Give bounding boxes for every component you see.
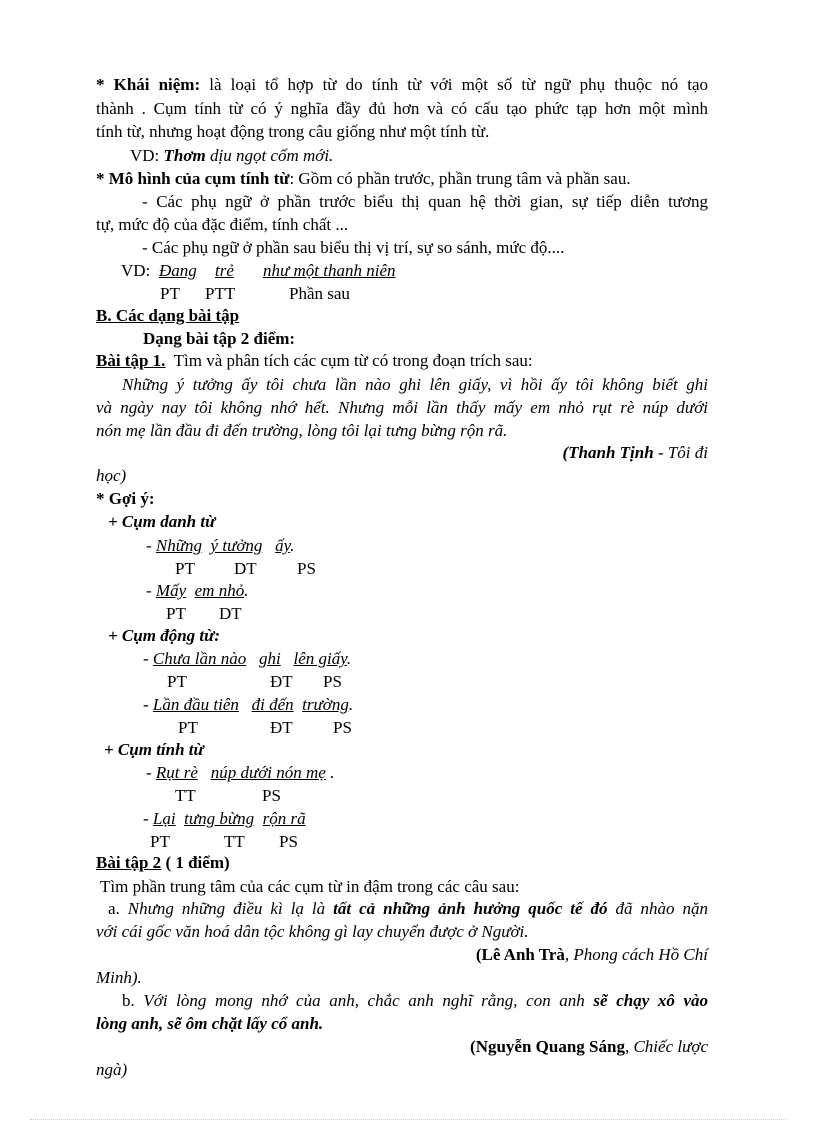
khai-niem-line-1: * Khái niệm: là loại tổ hợp từ do tính từ với một số từ ngữ phụ thuộc nó tạo: [96, 75, 708, 94]
dgt1-row: - Chưa lần nào ghi lên giấy.: [143, 649, 352, 668]
phu-ngu-truoc-2: tự, mức độ của đặc điểm, tính chất ...: [96, 215, 349, 234]
tt2-lbl-2: TT: [224, 832, 245, 851]
dt1-row: - Những ý tưởng ấy.: [146, 536, 295, 555]
bt2-b-line-1: b. Với lòng mong nhớ của anh, chắc anh nghĩ rằng, con anh sẽ chạy xô vào: [122, 991, 708, 1010]
phu-ngu-truoc-1: - Các phụ ngữ ở phần trước biểu thị quan hệ thời gian, sự tiếp diễn tương: [142, 192, 708, 211]
dgt2-lbl-3: PS: [333, 718, 352, 737]
dgt2-row: - Lần đầu tiên đi đến trường.: [143, 695, 354, 714]
section-b-title: B. Các dạng bài tập: [96, 306, 240, 325]
tt2-lbl-1: PT: [150, 832, 170, 851]
vd-2-label-3: Phần sau: [289, 284, 350, 303]
vd-2-prefix: VD:: [121, 261, 151, 280]
bt1-header: Bài tập 1. Tìm và phân tích các cụm từ có trong đoạn trích sau:: [96, 351, 533, 370]
tt1-lbl-1: TT: [175, 786, 196, 805]
tt1-row: - Rụt rè núp dưới nón mẹ .: [146, 763, 335, 782]
dgt1-lbl-3: PS: [323, 672, 342, 691]
dgt1-lbl-2: ĐT: [270, 672, 293, 691]
khai-niem-line-3: tính từ, nhưng hoạt động trong câu giống như một tính từ.: [96, 122, 490, 141]
dgt2-lbl-2: ĐT: [270, 718, 293, 737]
bt2-a-source-2: Minh).: [96, 968, 142, 987]
dt2-lbl-2: DT: [219, 604, 242, 623]
bt2-b-source-2: ngà): [96, 1060, 128, 1079]
dt1-lbl-3: PS: [297, 559, 316, 578]
goi-y: * Gợi ý:: [96, 489, 155, 508]
bt1-source-2: học): [96, 466, 127, 485]
dt1-lbl-1: PT: [175, 559, 195, 578]
dt1-lbl-2: DT: [234, 559, 257, 578]
vd-2-label-2: PTT: [205, 284, 236, 303]
section-b-subtitle: Dạng bài tập 2 điểm:: [143, 329, 296, 348]
khai-niem-label: * Khái niệm:: [96, 75, 201, 94]
cum-danh-tu: + Cụm danh từ: [108, 512, 216, 531]
tt2-lbl-3: PS: [279, 832, 298, 851]
vd-1: VD: Thơm dịu ngọt cốm mới.: [130, 146, 334, 165]
dgt2-lbl-1: PT: [178, 718, 198, 737]
page-bottom-rule: [30, 1119, 786, 1120]
vd-2-word-1: Đang: [159, 261, 197, 280]
vd-2-label-1: PT: [160, 284, 180, 303]
bt2-a-source: (Lê Anh Trà, Phong cách Hồ Chí: [475, 945, 708, 964]
bt2-b-source: (Nguyễn Quang Sáng, Chiếc lược: [470, 1037, 708, 1056]
bt2-a-line-2: với cái gốc văn hoá dân tộc không gì lay chuyển được ở Người.: [96, 922, 529, 941]
bt1-quote-2: và ngày nay tôi không nhớ hết. Nhưng mỗi lần thấy mấy em nhỏ rụt rè núp dưới: [96, 398, 708, 417]
tt1-lbl-2: PS: [262, 786, 281, 805]
bt1-quote-1: Những ý tưởng ấy tôi chưa lần nào ghi lên giấy, vì hồi ấy tôi không biết ghi: [122, 375, 708, 394]
vd-2-word-3: như một thanh niên: [263, 261, 396, 280]
tt2-row: - Lại tưng bừng rộn rã: [143, 809, 306, 828]
bt2-prompt: Tìm phần trung tâm của các cụm từ in đậm trong các câu sau:: [100, 877, 520, 896]
bt2-header: Bài tập 2 ( 1 điểm): [96, 853, 230, 872]
dgt1-lbl-1: PT: [167, 672, 187, 691]
bt1-source: (Thanh Tịnh - Tôi đi: [562, 443, 708, 462]
khai-niem-line-2: thành . Cụm tính từ có ý nghĩa đầy đủ hơn và có cấu tạo phức tạp hơn một mình: [96, 99, 708, 118]
mo-hinh: * Mô hình của cụm tính từ: Gồm có phần trước, phần trung tâm và phần sau.: [96, 169, 631, 188]
bt1-quote-3: nón mẹ lần đầu đi đến trường, lòng tôi lại tưng bừng rộn rã.: [96, 421, 508, 440]
dt2-lbl-1: PT: [166, 604, 186, 623]
cum-dong-tu: + Cụm động từ:: [108, 626, 220, 645]
vd-2-word-2: trẻ: [215, 261, 234, 280]
dt2-row: - Mấy em nhỏ.: [146, 581, 249, 600]
cum-tinh-tu: + Cụm tính từ: [104, 740, 204, 759]
bt2-b-line-2: lòng anh, sẽ ôm chặt lấy cổ anh.: [96, 1014, 324, 1033]
bt2-a-line-1: a. Nhưng những điều kì lạ là tất cả những ảnh hưởng quốc tế đó đã nhào nặn: [108, 899, 709, 918]
phu-ngu-sau: - Các phụ ngữ ở phần sau biểu thị vị trí, sự so sánh, mức độ....: [142, 238, 565, 257]
